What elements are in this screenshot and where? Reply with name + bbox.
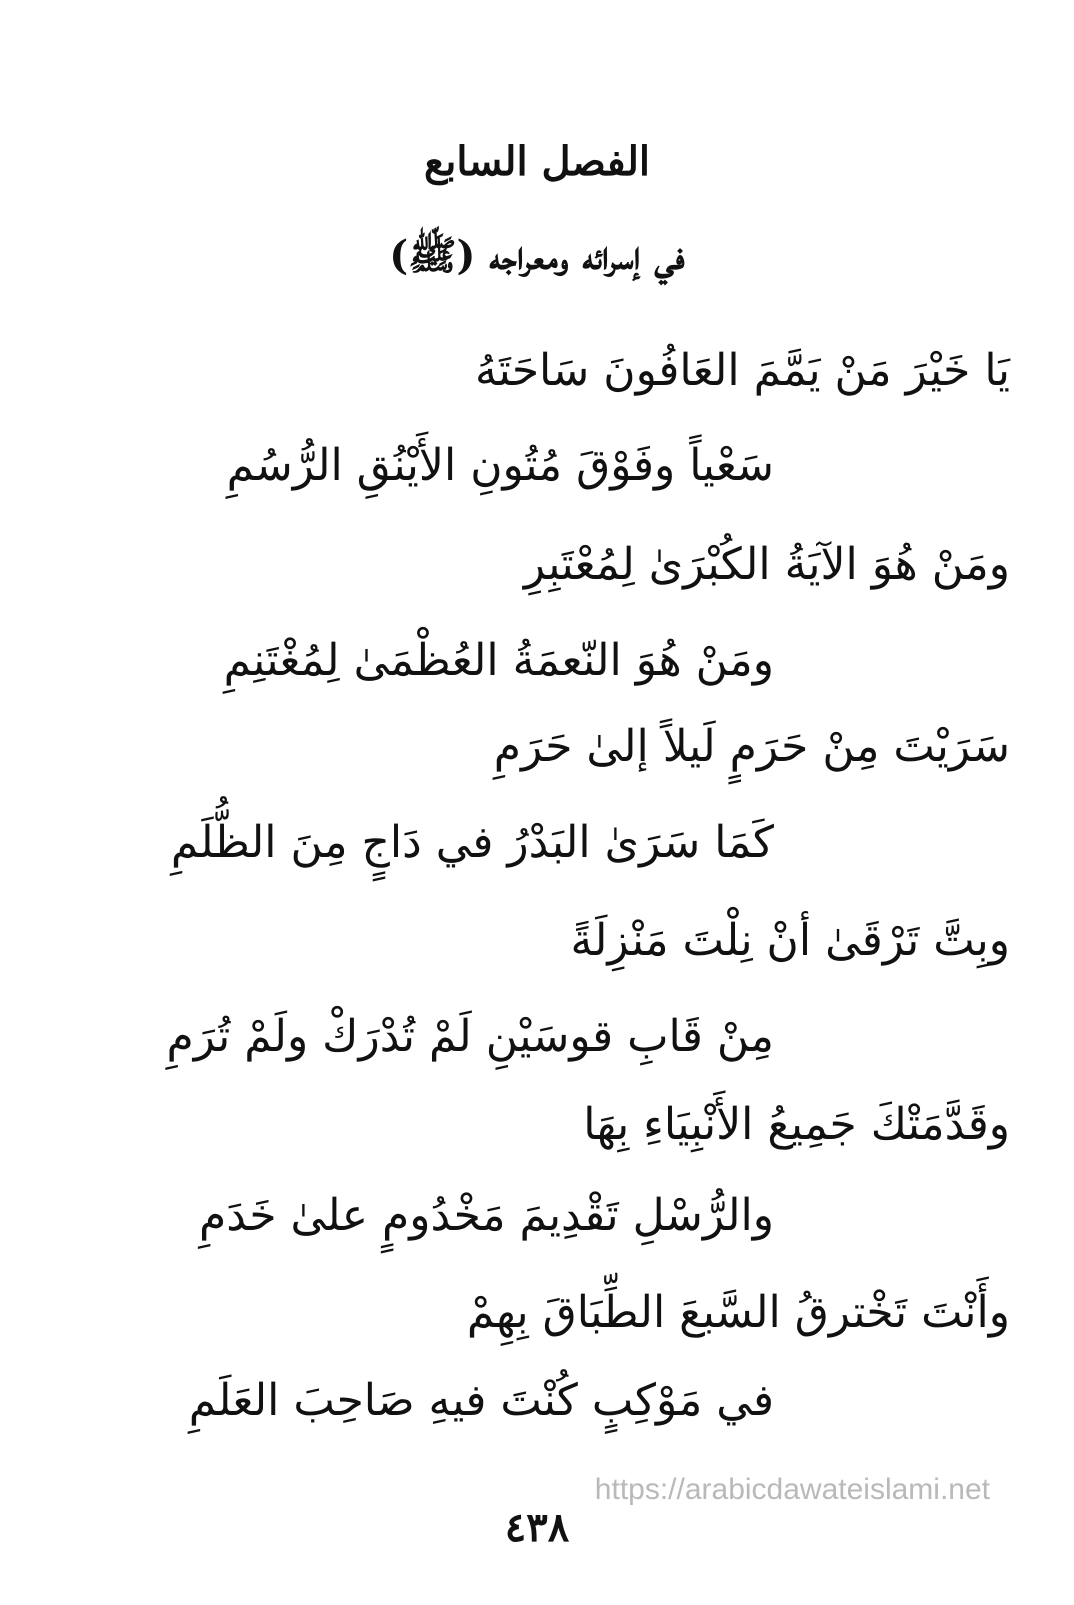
verse-line: سَرَيْتَ مِنْ حَرَمٍ لَيلاً إلىٰ حَرَمِ — [493, 721, 1010, 772]
verse-line: سَعْياً وفَوْقَ مُتُونِ الأَيْنُقِ الرُّسُمِ — [226, 440, 774, 491]
verse-line: والرُّسْلِ تَقْدِيمَ مَخْدُومٍ علىٰ خَدَمِ — [198, 1190, 774, 1241]
verse-line: مِنْ قَابِ قوسَيْنِ لَمْ تُدْرَكْ ولَمْ تُرَمِ — [166, 1011, 774, 1062]
page-number: ٤٣٨ — [504, 1504, 570, 1551]
verse-line: يَا خَيْرَ مَنْ يَمَّمَ العَافُونَ سَاحَتَهُ — [474, 345, 1010, 396]
chapter-subtitle: في إسرائه ومعراجه (ﷺ) — [389, 232, 685, 279]
verse-line: كَمَا سَرَىٰ البَدْرُ في دَاجٍ مِنَ الظُّلَمِ — [170, 817, 774, 868]
verse-line: وبِتَّ تَرْقَىٰ أنْ نِلْتَ مَنْزِلَةً — [570, 915, 1010, 966]
verse-line: ومَنْ هُوَ النّعمَةُ العُظْمَىٰ لِمُغْتَنِمِ — [223, 635, 774, 686]
verse-line: في مَوْكِبٍ كُنْتَ فيهِ صَاحِبَ العَلَمِ — [188, 1375, 774, 1426]
chapter-title: الفصل السابع — [423, 138, 651, 185]
verse-line: وقَدَّمَتْكَ جَمِيعُ الأَنْبِيَاءِ بِهَا — [583, 1099, 1010, 1150]
watermark-url: https://arabicdawateislami.net — [594, 1473, 990, 1506]
verse-line: ومَنْ هُوَ الآيَةُ الكُبْرَىٰ لِمُعْتَبِرِ — [523, 539, 1010, 590]
verse-line: وأَنْتَ تَخْترقُ السَّبعَ الطِّبَاقَ بِهِمْ — [466, 1287, 1010, 1338]
